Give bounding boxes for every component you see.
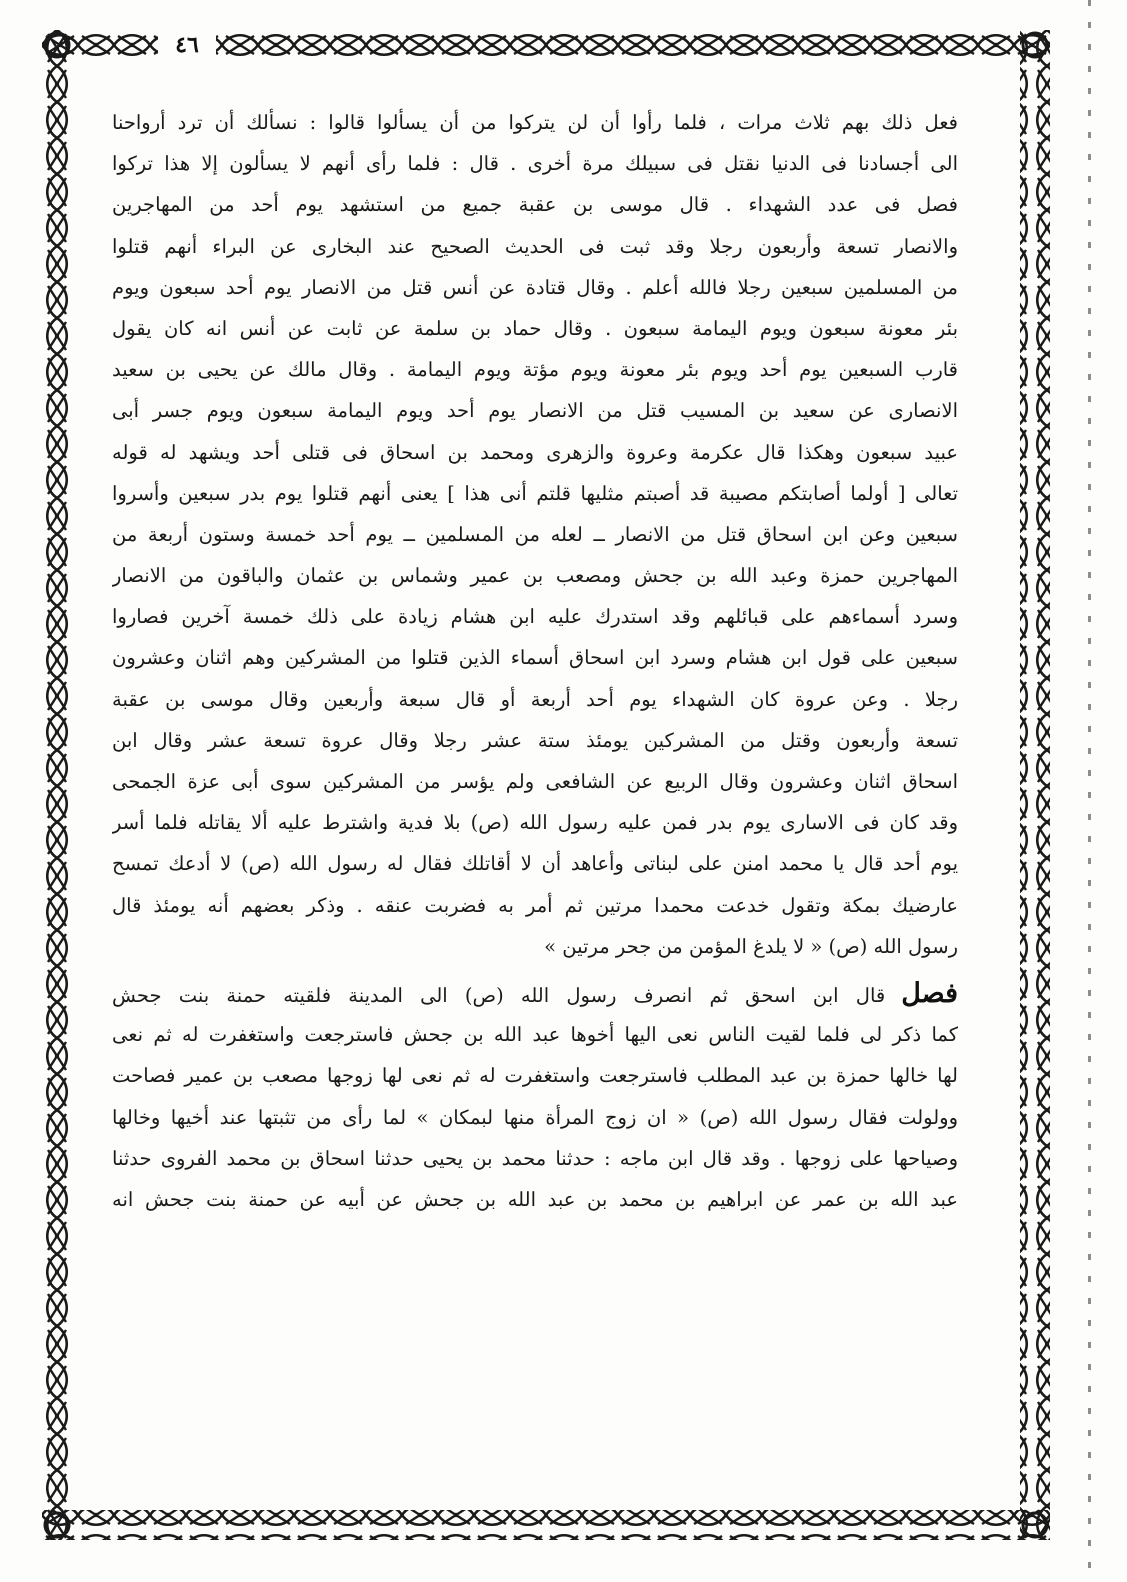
text-line: فصل فى عدد الشهداء . قال موسى بن عقبة جميع من استشهد يوم أحد من المهاجرين: [112, 193, 958, 217]
text-line: المهاجرين حمزة وعبد الله بن جحش ومصعب بن عمير وشماس بن عثمان والباقون من الانصار: [112, 564, 958, 588]
text-line: لها خالها حمزة بن عبد المطلب فاسترجعت واستغفرت له ثم نعى لها زوجها مصعب بن عمير فصاحت: [112, 1064, 958, 1088]
section-heading-line: [112, 973, 958, 1014]
text-line: قارب السبعين يوم أحد ويوم بئر معونة ويوم مؤتة ويوم اليمامة . وقال مالك عن يحيى بن سعيد: [112, 358, 958, 382]
text-line: رسول الله (ص) « لا يلدغ المؤمن من جحر مرتين »: [544, 934, 958, 958]
text-line: وقد كان فى الاسارى يوم بدر فمن عليه رسول الله (ص) بلا فدية واشترط عليه ألا يقاتله فلما أسر: [112, 811, 958, 835]
text-line: والانصار تسعة وأربعون رجلا وقد ثبت فى الحديث الصحيح عند البخارى عن البراء أنهم قتلوا: [112, 234, 958, 258]
text-line: عارضيك بمكة وتقول خدعت محمدا مرتين ثم أمر به فضربت عنقه . وذكر بعضهم أنه يومئذ قال: [112, 893, 958, 917]
text-line: تعالى [ أولما أصابتكم مصيبة قد أصبتم مثليها قلتم أنى هذا ] يعنى أنهم قتلوا يوم بدر سبعين وأسروا: [112, 481, 958, 505]
page-number: ٤٦: [158, 30, 216, 60]
text-line: يوم أحد قال يا محمد امنن على لبناتى وأعاهد أن لا أقاتلك فقال له رسول الله (ص) لا أدعك تمسح: [112, 852, 958, 876]
text-line: قال ابن اسحق ثم انصرف رسول الله (ص) الى المدينة فلقيته حمنة بنت جحش: [112, 983, 886, 1007]
section-heading: فصل: [901, 977, 958, 1009]
text-line: عبيد سبعون وهكذا قال عكرمة وعروة والزهرى ومحمد بن اسحاق فى قتلى أحد ويشهد له قوله: [112, 440, 958, 464]
text-line: الى أجسادنا فى الدنيا نقتل فى سبيلك مرة أخرى . قال : فلما رأى أنهم لا يسألون إلا هذا تركوا: [112, 152, 958, 176]
text-line: اسحاق اثنان وعشرون وقال الربيع عن الشافعى ولم يؤسر من المشركين سوى أبى عزة الجمحى: [112, 770, 958, 793]
text-line: عبد الله بن عمر عن ابراهيم بن محمد بن عبد الله بن جحش عن أبيه عن حمنة بنت جحش انه: [112, 1187, 958, 1211]
text-line: سبعين على قول ابن هشام وسرد ابن اسحاق أسماء الذين قتلوا من المشركين وهم اثنان وعشرون: [112, 646, 958, 670]
text-line: وصياحها على زوجها . وقد قال ابن ماجه : حدثنا محمد بن يحيى حدثنا اسحاق بن محمد الفروى حدثنا: [112, 1146, 958, 1170]
text-line: كما ذكر لى فلما لقيت الناس نعى اليها أخوها عبد الله بن جحش فاسترجعت واستغفرت له ثم نعى: [112, 1023, 958, 1047]
text-line: وسرد أسماءهم على قبائلهم وقد استدرك عليه ابن هشام زيادة على ذلك خمسة آخرين فصاروا: [112, 605, 958, 629]
text-line: بئر معونة سبعون ويوم اليمامة سبعون . وقال حماد بن سلمة عن ثابت عن أنس انه كان يقول: [112, 316, 958, 340]
text-line: الانصارى عن سعيد بن المسيب قتل من الانصار يوم أحد ويوم اليمامة سبعون ويوم جسر أبى: [112, 399, 958, 423]
text-line: من المسلمين سبعين رجلا فالله أعلم . وقال قتادة عن أنس قتل من الانصار يوم أحد سبعون ويوم: [112, 275, 958, 299]
text-line: تسعة وأربعون وقتل من المشركين يومئذ ستة عشر رجلا وقال عروة تسعة عشر وقال ابن: [112, 728, 958, 752]
text-line: فعل ذلك بهم ثلاث مرات ، فلما رأوا أن لن يتركوا من أن يسألوا قالوا : نسألك أن ترد أرواحنا: [112, 111, 958, 134]
text-line: سبعين وعن ابن اسحاق قتل من الانصار ــ لعله من المسلمين ــ يوم أحد خمسة وستون أربعة من: [112, 522, 958, 546]
body-text: [112, 102, 958, 1220]
text-line: رجلا . وعن عروة كان الشهداء يوم أحد أربعة أو قال سبعة وأربعين وقال موسى بن عقبة: [112, 687, 958, 711]
text-line: وولولت فقال رسول الله (ص) « ان زوج المرأة منها لبمكان » لما رأى من تثبتها عند أخيها وخالها: [112, 1105, 958, 1129]
binding-edge-marks: [1088, 0, 1091, 1582]
